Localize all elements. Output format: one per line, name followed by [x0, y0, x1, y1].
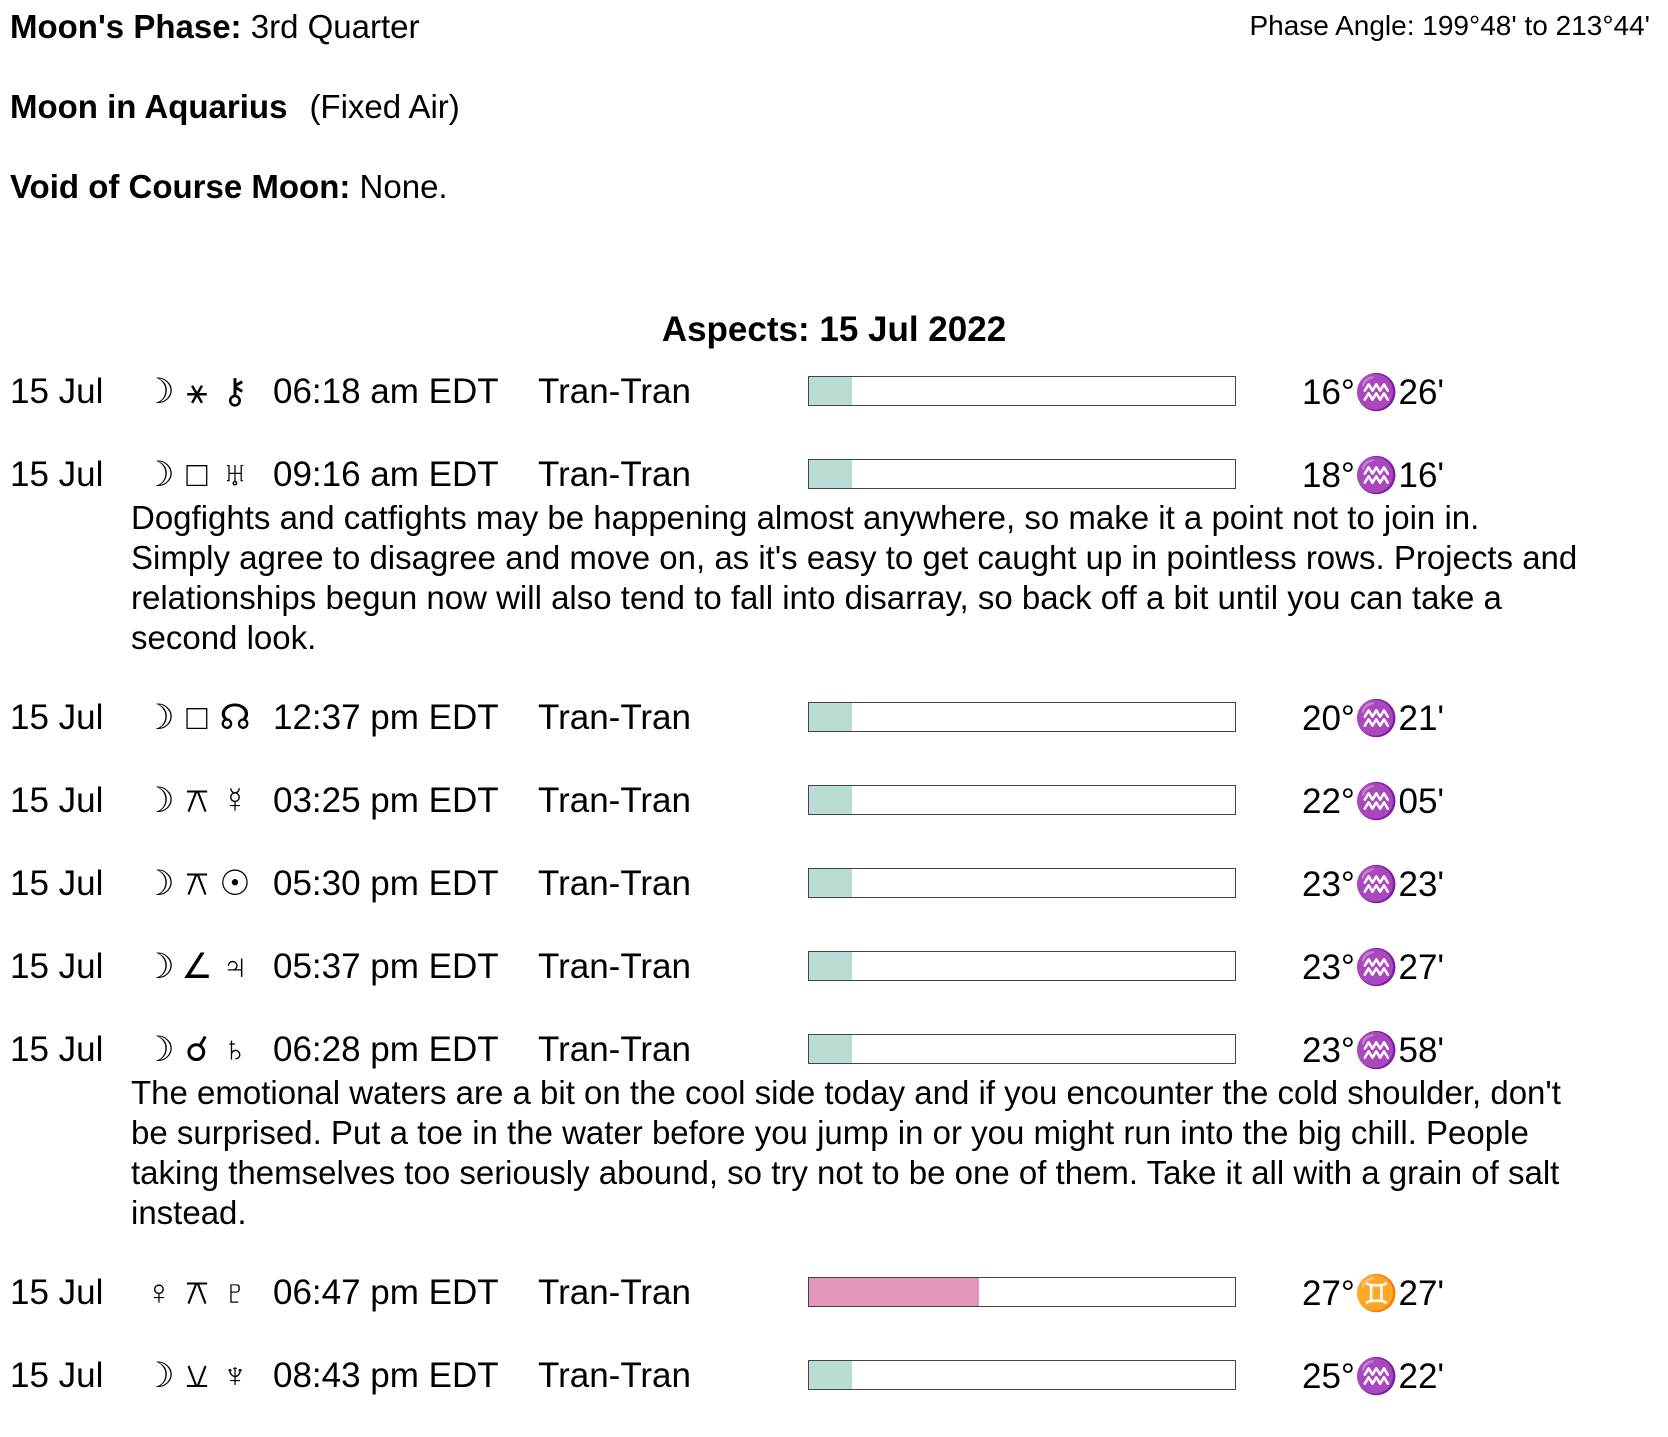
aspect-glyphs: [140, 1356, 255, 1396]
planet-2-glyph: ☉: [219, 864, 251, 903]
aspect-entry: [0, 370, 1668, 415]
aspect-date: 15 Jul: [10, 947, 104, 986]
planet-1-glyph: ☽: [143, 372, 175, 411]
moon-sign-label: Moon in Aquarius: [10, 88, 288, 125]
planet-2-glyph: ♃: [221, 947, 249, 986]
aspect-description: Dogfights and catfights may be happening almost anywhere, so make it a point not to join in. Simply agree to disagree and move on, as it's easy to get caught up in pointless rows. Projects and relationships begun now will also tend to fall into disarray, so back off a bit until you can take a second look.: [131, 499, 1578, 656]
planet-1-glyph: ☽: [143, 947, 175, 986]
aspect-date: 15 Jul: [10, 1356, 104, 1395]
strength-bar-fill: [809, 1035, 852, 1063]
aspect-time: 08:43 pm EDT: [273, 1356, 499, 1395]
aspect-glyphs: [140, 1030, 255, 1070]
aspect-type: Tran-Tran: [538, 1273, 691, 1312]
aspect-entry: [0, 1271, 1668, 1316]
aspect-time: 06:28 pm EDT: [273, 1030, 499, 1069]
aspect-symbol-glyph: □: [186, 698, 208, 737]
aspect-entry: [0, 1028, 1668, 1233]
strength-bar: [808, 1277, 1236, 1307]
aspect-entry: [0, 1354, 1668, 1399]
aspect-date: 15 Jul: [10, 372, 104, 411]
aspect-symbol-glyph: ☌: [185, 1030, 209, 1069]
aspect-glyphs: [140, 947, 255, 987]
strength-bar: [808, 868, 1236, 898]
aspect-row: [0, 1028, 1668, 1073]
aspect-type: Tran-Tran: [538, 781, 691, 820]
void-of-course-value: None.: [359, 168, 448, 205]
aspect-list: [0, 370, 1668, 1437]
strength-bar-fill: [809, 952, 852, 980]
aspect-date: 15 Jul: [10, 864, 104, 903]
aspect-position: 25°♒22': [1302, 1357, 1445, 1396]
aspect-entry: [0, 779, 1668, 824]
aspect-glyphs: [140, 864, 255, 904]
strength-bar: [808, 1034, 1236, 1064]
aspects-title: Aspects: 15 Jul 2022: [661, 310, 1007, 349]
moon-phase-value: 3rd Quarter: [250, 8, 420, 45]
planet-2-glyph: ⚷: [222, 372, 248, 411]
planet-2-glyph: ♆: [221, 1356, 249, 1395]
planet-2-glyph: ☊: [219, 698, 251, 737]
aspect-symbol-glyph: □: [186, 455, 208, 494]
aspect-row: [0, 945, 1668, 990]
aspect-date: 15 Jul: [10, 1273, 104, 1312]
aspect-time: 12:37 pm EDT: [273, 698, 499, 737]
planet-1-glyph: ☽: [143, 698, 175, 737]
strength-bar-fill: [809, 460, 852, 488]
planet-1-glyph: ☽: [143, 781, 175, 820]
aspect-symbol-glyph: ∠: [181, 947, 213, 986]
aspect-row: [0, 696, 1668, 741]
aspect-type: Tran-Tran: [538, 1356, 691, 1395]
strength-bar: [808, 951, 1236, 981]
strength-bar-fill: [809, 1278, 979, 1306]
aspect-type: Tran-Tran: [538, 455, 691, 494]
aspect-entry: [0, 945, 1668, 990]
planet-2-glyph: ♇: [221, 1273, 249, 1312]
aspect-type: Tran-Tran: [538, 372, 691, 411]
planet-1-glyph: ♀: [145, 1273, 173, 1312]
void-of-course-label: Void of Course Moon:: [10, 168, 351, 205]
aspect-entry: [0, 862, 1668, 907]
aspect-glyphs: [140, 455, 255, 495]
aspect-type: Tran-Tran: [538, 864, 691, 903]
aspect-position: 18°♒16': [1302, 456, 1445, 495]
aspect-date: 15 Jul: [10, 698, 104, 737]
planet-2-glyph: ♄: [221, 1030, 249, 1069]
aspect-time: 06:18 am EDT: [273, 372, 499, 411]
strength-bar: [808, 702, 1236, 732]
planet-1-glyph: ☽: [143, 1356, 175, 1395]
aspect-date: 15 Jul: [10, 781, 104, 820]
aspect-position: 23°♒27': [1302, 948, 1445, 987]
moon-sign-row: [10, 88, 460, 126]
aspect-time: 03:25 pm EDT: [273, 781, 499, 820]
planet-2-glyph: ♅: [221, 455, 249, 494]
moon-sign-element: (Fixed Air): [309, 88, 460, 125]
strength-bar-fill: [809, 786, 852, 814]
strength-bar: [808, 785, 1236, 815]
aspect-entry: [0, 453, 1668, 658]
aspect-position: 16°♒26': [1302, 373, 1445, 412]
aspect-row: [0, 1271, 1668, 1316]
aspect-row: [0, 862, 1668, 907]
aspect-position: 23°♒23': [1302, 865, 1445, 904]
aspect-symbol-glyph: ⚻: [185, 1273, 209, 1312]
strength-bar: [808, 1360, 1236, 1390]
aspect-entry: [0, 696, 1668, 741]
phase-angle-label: Phase Angle:: [1249, 10, 1415, 41]
void-of-course-row: [10, 168, 448, 206]
aspect-date: 15 Jul: [10, 455, 104, 494]
aspect-position: 22°♒05': [1302, 782, 1445, 821]
aspect-time: 09:16 am EDT: [273, 455, 499, 494]
aspect-position: 23°♒58': [1302, 1031, 1445, 1070]
aspect-row: [0, 453, 1668, 498]
strength-bar: [808, 459, 1236, 489]
aspect-symbol-glyph: ⚺: [185, 1356, 209, 1395]
aspect-time: 05:37 pm EDT: [273, 947, 499, 986]
aspect-glyphs: [140, 781, 255, 821]
aspect-date: 15 Jul: [10, 1030, 104, 1069]
aspect-symbol-glyph: ⚻: [185, 781, 209, 820]
aspect-row: [0, 1354, 1668, 1399]
strength-bar-fill: [809, 1361, 852, 1389]
planet-1-glyph: ☽: [143, 864, 175, 903]
phase-angle-value: 199°48' to 213°44': [1422, 10, 1650, 41]
aspect-position: 27°♊27': [1302, 1274, 1445, 1313]
aspect-symbol-glyph: ⚹: [186, 372, 208, 411]
aspect-description: The emotional waters are a bit on the cool side today and if you encounter the cold shoulder, don't be surprised. Put a toe in the water before you jump in or you might run into the big chill. People taking themselves too seriously abound, so try not to be one of them. Take it all with a grain of salt instead.: [131, 1074, 1561, 1231]
aspect-time: 06:47 pm EDT: [273, 1273, 499, 1312]
aspect-glyphs: [140, 372, 255, 412]
aspect-type: Tran-Tran: [538, 947, 691, 986]
aspect-glyphs: [140, 1273, 255, 1313]
planet-1-glyph: ☽: [143, 1030, 175, 1069]
aspect-row: [0, 370, 1668, 415]
strength-bar-fill: [809, 377, 852, 405]
moon-phase-row: [10, 8, 419, 46]
planet-2-glyph: ☿: [221, 781, 249, 820]
planet-1-glyph: ☽: [143, 455, 175, 494]
aspect-position: 20°♒21': [1302, 699, 1445, 738]
strength-bar-fill: [809, 703, 852, 731]
strength-bar: [808, 376, 1236, 406]
strength-bar-fill: [809, 869, 852, 897]
aspect-type: Tran-Tran: [538, 1030, 691, 1069]
aspect-type: Tran-Tran: [538, 698, 691, 737]
aspect-time: 05:30 pm EDT: [273, 864, 499, 903]
phase-angle: [1249, 10, 1650, 42]
aspect-glyphs: [140, 698, 255, 738]
moon-phase-label: Moon's Phase:: [10, 8, 242, 45]
aspect-symbol-glyph: ⚻: [185, 864, 209, 903]
aspect-row: [0, 779, 1668, 824]
